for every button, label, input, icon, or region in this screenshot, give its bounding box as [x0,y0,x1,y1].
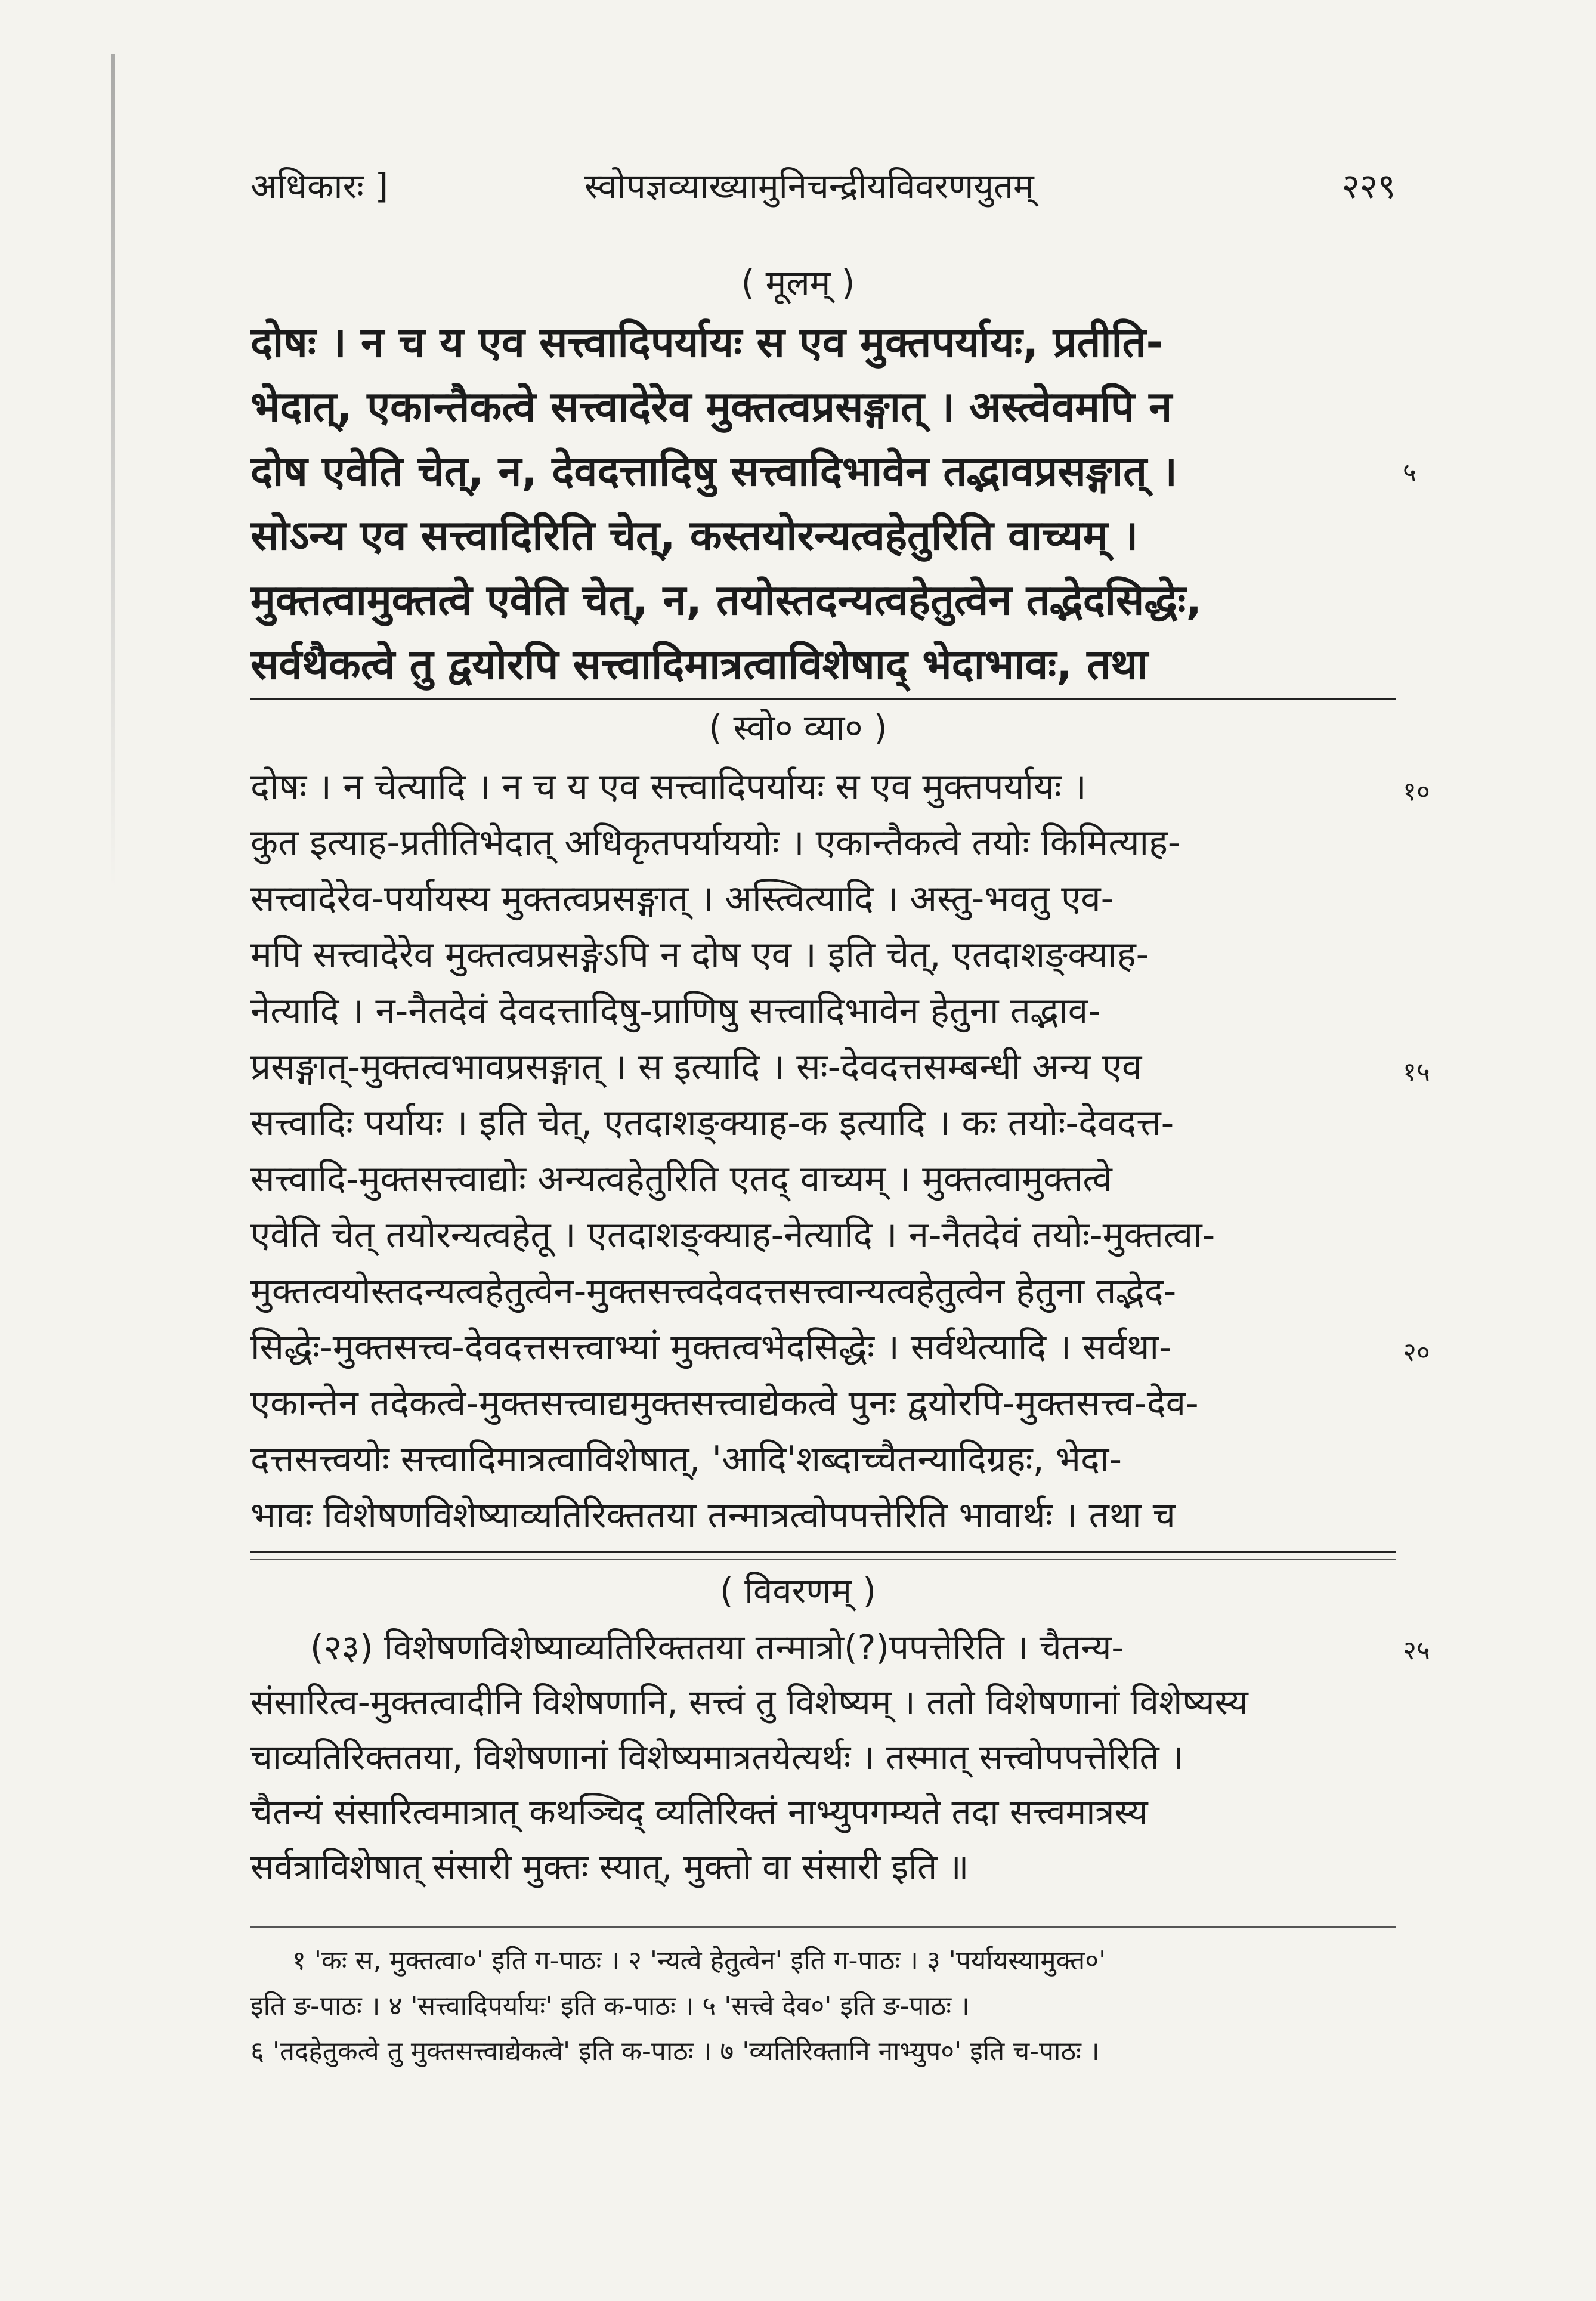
vyakhya-line: सिद्धेः-मुक्तसत्त्व-देवदत्तसत्त्वाभ्यां मुक्तत्वभेदसिद्धेः । सर्वथेत्यादि । सर्वथा- [250,1326,1172,1368]
footnotes [250,1938,1396,2074]
section-divider-secondary [250,1559,1396,1560]
vyakhya-heading: ( स्वो० व्या० ) [709,707,887,748]
vivarana-line: (२३) विशेषणविशेष्याव्यतिरिक्ततया तन्मात्रो(?)पपत्तेरिति । चैतन्य- [310,1627,1124,1668]
line-number: ५ [1403,457,1416,488]
footnote-divider [250,1926,1396,1928]
mula-line: सर्वथैकत्वे तु द्वयोरपि सत्त्वादिमात्रत्वाविशेषाद् भेदाभावः, तथा [250,640,1149,689]
vyakhya-line: दत्तसत्त्वयोः सत्त्वादिमात्रत्वाविशेषात्, 'आदि'शब्दाच्चैतन्यादिग्रहः, भेदा- [250,1439,1122,1480]
mula-line: भेदात्, एकान्तैकत्वे सत्त्वादेरेव मुक्तत्वप्रसङ्गात् । अस्त्वेवमपि न [250,382,1173,431]
vyakhya-line: सत्त्वादेरेव-पर्यायस्य मुक्तत्वप्रसङ्गात् । अस्त्वित्यादि । अस्तु-भवतु एव- [250,878,1114,920]
footnote-line: ६ 'तदहेतुकत्वे तु मुक्तसत्त्वाद्येकत्वे' इति क-पाठः । ७ 'व्यतिरिक्तानि नाभ्युप०' इति च-पाठः । [250,2036,1100,2067]
vyakhya-line: प्रसङ्गात्-मुक्तत्वभावप्रसङ्गात् । स इत्यादि । सः-देवदत्तसम्बन्धी अन्य एव [250,1046,1142,1088]
line-number: २५ [1403,1635,1430,1666]
section-divider [250,1551,1396,1553]
vivarana-line: सर्वत्राविशेषात् संसारी मुक्तः स्यात्, मुक्तो वा संसारी इति ॥ [250,1847,969,1887]
vyakhya-line: सत्त्वादि-मुक्तसत्त्वाद्योः अन्यत्वहेतुरिति एतद् वाच्यम् । मुक्तत्वामुक्तत्वे [250,1158,1112,1200]
section-divider [250,698,1396,700]
binding-edge [111,54,115,889]
footnote-line: १ 'कः स, मुक्तत्वा०' इति ग-पाठः । २ 'न्यत्वे हेतुत्वेन' इति ग-पाठः । ३ 'पर्यायस्यामुक्त०' [292,1946,1106,1976]
vyakhya-text [250,759,1396,1544]
vyakhya-line: भावः विशेषणविशेष्याव्यतिरिक्ततया तन्मात्रत्वोपपत्तेरिति भावार्थः । तथा च [250,1495,1176,1536]
mula-heading: ( मूलम् ) [741,262,855,303]
line-number: १५ [1403,1057,1430,1087]
vivarana-heading: ( विवरणम् ) [720,1570,876,1611]
vyakhya-line: मुक्तत्वयोस्तदन्यत्वहेतुत्वेन-मुक्तसत्त्वदेवदत्तसत्त्वान्यत्वहेतुत्वेन हेतुना तद्भेद- [250,1270,1177,1312]
vivarana-line: चाव्यतिरिक्ततया, विशेषणानां विशेष्यमात्रतयेत्यर्थः । तस्मात् सत्त्वोपपत्तेरिति । [250,1737,1184,1777]
vivarana-line: चैतन्यं संसारित्वमात्रात् कथञ्चिद् व्यतिरिक्तं नाभ्युपगम्यते तदा सत्त्वमात्रस्य [250,1792,1148,1832]
vyakhya-line: एकान्तेन तदेकत्वे-मुक्तसत्त्वाद्यमुक्तसत्त्वाद्येकत्वे पुनः द्वयोरपि-मुक्तसत्त्व-देव- [250,1383,1199,1424]
vyakhya-line: नेत्यादि । न-नैतदेवं देवदत्तादिषु-प्राणिषु सत्त्वादिभावेन हेतुना तद्भाव- [250,990,1101,1032]
page-number: २२९ [1341,166,1396,206]
vivarana-text [250,1620,1396,1894]
vyakhya-line: दोषः । न चेत्यादि । न च य एव सत्त्वादिपर्यायः स एव मुक्तपर्यायः । [250,766,1087,808]
mula-text [250,310,1396,697]
line-number: २० [1403,1337,1430,1368]
footnote-line: इति ङ-पाठः । ४ 'सत्त्वादिपर्यायः' इति क-पाठः । ५ 'सत्त्वे देव०' इति ङ-पाठः । [250,1991,970,2021]
vyakhya-line: एवेति चेत् तयोरन्यत्वहेतू । एतदाशङ्क्याह-नेत्यादि । न-नैतदेवं तयोः-मुक्तत्वा- [250,1214,1215,1256]
running-header [250,161,1396,215]
vivarana-line: संसारित्व-मुक्तत्वादीनि विशेषणानि, सत्त्वं तु विशेष्यम् । ततो विशेषणानां विशेष्यस्य [250,1682,1248,1722]
vyakhya-line: सत्त्वादिः पर्यायः । इति चेत्, एतदाशङ्क्याह-क इत्यादि । कः तयोः-देवदत्त- [250,1102,1174,1144]
header-chapter: अधिकारः ] [250,166,389,206]
mula-line: मुक्तत्वामुक्तत्वे एवेति चेत्, न, तयोस्तदन्यत्वहेतुत्वेन तद्भेदसिद्धेः, [250,576,1202,624]
mula-line: सोऽन्य एव सत्त्वादिरिति चेत्, कस्तयोरन्यत्वहेतुरिति वाच्यम् । [250,511,1139,560]
vyakhya-line: कुत इत्याह-प्रतीतिभेदात् अधिकृतपर्याययोः । एकान्तैकत्वे तयोः किमित्याह- [250,822,1181,864]
vyakhya-line: मपि सत्त्वादेरेव मुक्तत्वप्रसङ्गेऽपि न दोष एव । इति चेत्, एतदाशङ्क्याह- [250,934,1149,976]
header-title: स्वोपज्ञव्याख्यामुनिचन्द्रीयविवरणयुतम् [584,166,1034,206]
mula-line: दोष एवेति चेत्, न, देवदत्तादिषु सत्त्वादिभावेन तद्भावप्रसङ्गात् । [250,447,1177,496]
mula-line: दोषः । न च य एव सत्त्वादिपर्यायः स एव मुक्तपर्यायः, प्रतीति- [250,318,1164,367]
line-number: १० [1403,777,1430,807]
